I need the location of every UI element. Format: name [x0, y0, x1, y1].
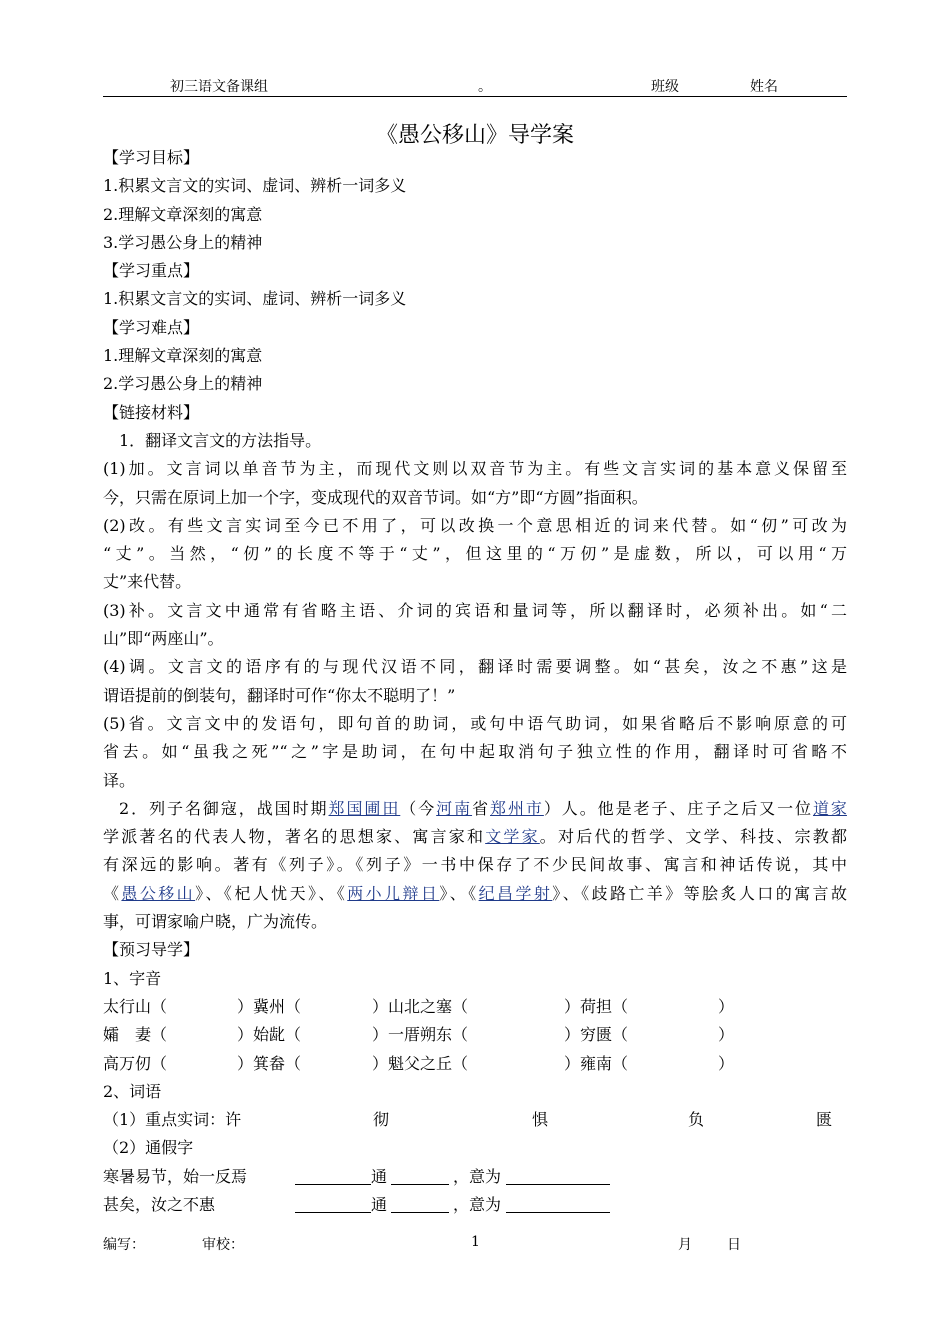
- header-group-label: 初三语文备课组: [170, 79, 268, 95]
- answer-blank[interactable]: [391, 1194, 449, 1213]
- material-1-line: (4)调。文言文的语序有的与现代汉语不同，翻译时需要调整。如“甚矣，汝之不惠”这是: [103, 657, 847, 677]
- material-1-line: 省去。如“虽我之死”“之”字是助词，在句中起取消句子独立性的作用，翻译时可省略不: [103, 742, 847, 762]
- text-span: 》、《: [439, 883, 479, 903]
- pron-cell: ）穷匮（: [564, 1025, 629, 1045]
- pron-cell: ）雍南（: [564, 1053, 629, 1073]
- pron-cell: ）冀州（: [237, 996, 302, 1016]
- tongjia-heading: （2）通假字: [103, 1138, 194, 1158]
- pronunciation-row: [103, 1021, 847, 1049]
- material-1-line: 山”即“两座山”。: [103, 629, 224, 649]
- key-words-row: [103, 1106, 847, 1134]
- pron-cell: 孀 妻（: [103, 1025, 168, 1045]
- header-class-label: 班级: [651, 79, 679, 95]
- pron-cell: 高万仞（: [103, 1053, 168, 1073]
- pronunciation-row: [103, 993, 847, 1021]
- tongjia-phrase: 甚矣，汝之不惠: [103, 1194, 216, 1214]
- key-word: 负: [688, 1110, 705, 1130]
- pron-cell: 太行山（: [103, 996, 168, 1016]
- link-jichang-xueshe[interactable]: 纪昌学射: [478, 883, 553, 903]
- material-heading: 【链接材料】: [103, 402, 200, 422]
- material-1-line: (2)改。有些文言实词至今已不用了，可以改换一个意思相近的词来代替。如“仞”可改为: [103, 515, 847, 535]
- answer-blank[interactable]: [506, 1194, 610, 1213]
- tongjia-yiwei: ，意为: [453, 1194, 502, 1214]
- difficulty-heading: 【学习难点】: [103, 317, 200, 337]
- tongjia-row: [103, 1191, 847, 1219]
- text-span: 省: [472, 798, 491, 818]
- tongjia-phrase: 寒暑易节，始一反焉: [103, 1166, 248, 1186]
- link-daojia[interactable]: 道家: [812, 798, 847, 818]
- difficulty-item: 1.理解文章深刻的寓意: [103, 346, 263, 366]
- tongjia-row: [103, 1163, 847, 1191]
- goal-item: 2.理解文章深刻的寓意: [103, 204, 263, 224]
- goals-heading: 【学习目标】: [103, 148, 200, 167]
- footer-shenjiao: 审校：: [202, 1237, 244, 1253]
- material-1-line: 今，只需在原词上加一个字，变成现代的双音节词。如“方”即“方圆”指面积。: [103, 487, 648, 507]
- link-zhengguo-putian[interactable]: 郑国圃田: [328, 798, 401, 818]
- footer-month: 月: [678, 1237, 692, 1253]
- page-title: 《愚公移山》导学案: [375, 123, 574, 148]
- pron-cell: ）箕畚（: [237, 1053, 302, 1073]
- material-1-line: (3)补。文言文中通常有省略主语、介词的宾语和量词等，所以翻译时，必须补出。如“二: [103, 600, 847, 620]
- material-2-line: 有深远的影响。著有《列子》。《列子》一书中保存了不少民间故事、寓言和神话传说，其中: [103, 855, 847, 875]
- difficulty-item: 2.学习愚公身上的精神: [103, 374, 263, 394]
- material-1-line: 谓语提前的倒装句，翻译时可作“你太不聪明了！”: [103, 685, 456, 705]
- key-word: 惧: [532, 1110, 549, 1130]
- words-heading: 2、词语: [103, 1081, 162, 1101]
- text-span: ）人。他是老子、庄子之后又一位: [543, 798, 813, 818]
- key-word: 匮: [816, 1110, 833, 1130]
- material-2-line: [103, 823, 847, 851]
- material-1-line: (1)加。文言词以单音节为主，而现代文则以双音节为主。有些文言实词的基本意义保留至: [103, 459, 847, 479]
- tongjia-tong: 通: [371, 1166, 388, 1186]
- answer-blank[interactable]: [295, 1194, 371, 1213]
- pron-cell: ）: [718, 1053, 735, 1073]
- pron-cell: ）魁父之丘（: [372, 1053, 469, 1073]
- goal-item: 3.学习愚公身上的精神: [103, 232, 263, 252]
- pron-cell: ）始龀（: [237, 1025, 302, 1045]
- tongjia-yiwei: ，意为: [453, 1166, 502, 1186]
- key-heading: 【学习重点】: [103, 261, 200, 281]
- goal-item: 1.积累文言文的实词、虚词、辨析一词多义: [103, 176, 407, 196]
- tongjia-tong: 通: [371, 1194, 388, 1214]
- text-span: （今: [400, 798, 437, 818]
- pronunciation-heading: 1、字音: [103, 968, 162, 988]
- link-liangxiaoer-bianri[interactable]: 两小儿辩日: [347, 883, 440, 903]
- link-yugong-yishan[interactable]: 愚公移山: [121, 883, 196, 903]
- page-number: 1: [471, 1234, 480, 1250]
- header-rule: [103, 96, 847, 97]
- material-2-line: [103, 795, 847, 823]
- pron-cell: ）荷担（: [564, 996, 629, 1016]
- pron-cell: ）一厝朔东（: [372, 1025, 469, 1045]
- material-1-line: “丈”。当然，“仞”的长度不等于“丈”，但这里的“万仞”是虚数，所以，可以用“万: [103, 544, 847, 564]
- answer-blank[interactable]: [295, 1166, 371, 1185]
- key-words-label: （1）重点实词：许: [103, 1110, 242, 1130]
- link-wenxuejia[interactable]: 文学家: [485, 827, 540, 847]
- header-dot: 。: [478, 79, 492, 95]
- material-2-line: [103, 880, 847, 908]
- text-span: 2．列子名御寇，战国时期: [119, 798, 329, 818]
- material-1-line: 译。: [103, 770, 136, 790]
- document-body: [103, 144, 847, 1219]
- key-word: 彻: [373, 1110, 390, 1130]
- footer-day: 日: [727, 1237, 741, 1253]
- header-name-label: 姓名: [750, 79, 778, 95]
- material-1-line: (5)省。文言文中的发语句，即句首的助词，或句中语气助词，如果省略后不影响原意的可: [103, 713, 847, 733]
- link-henan[interactable]: 河南: [436, 798, 473, 818]
- text-span: 》、《歧路亡羊》等脍炙人口的寓言故: [552, 883, 847, 903]
- footer-bianxie: 编写：: [103, 1237, 145, 1253]
- pron-cell: ）: [718, 1025, 735, 1045]
- pron-cell: ）山北之塞（: [372, 996, 469, 1016]
- answer-blank[interactable]: [506, 1166, 610, 1185]
- preview-heading: 【预习导学】: [103, 940, 200, 960]
- material-1-line: 丈”来代替。: [103, 572, 192, 592]
- material-1-title: 1．翻译文言文的方法指导。: [119, 430, 322, 450]
- text-span: 。对后代的哲学、文学、科技、宗教都: [539, 827, 847, 847]
- text-span: 》、《杞人忧天》、《: [195, 883, 348, 903]
- key-item: 1.积累文言文的实词、虚词、辨析一词多义: [103, 289, 407, 309]
- pron-cell: ）: [718, 996, 735, 1016]
- answer-blank[interactable]: [391, 1166, 449, 1185]
- text-span: 《: [103, 883, 122, 903]
- link-zhengzhou[interactable]: 郑州市: [490, 798, 544, 818]
- pronunciation-row: [103, 1050, 847, 1078]
- text-span: 学派著名的代表人物，著名的思想家、寓言家和: [103, 827, 486, 847]
- material-2-line: 事，可谓家喻户晓，广为流传。: [103, 912, 328, 932]
